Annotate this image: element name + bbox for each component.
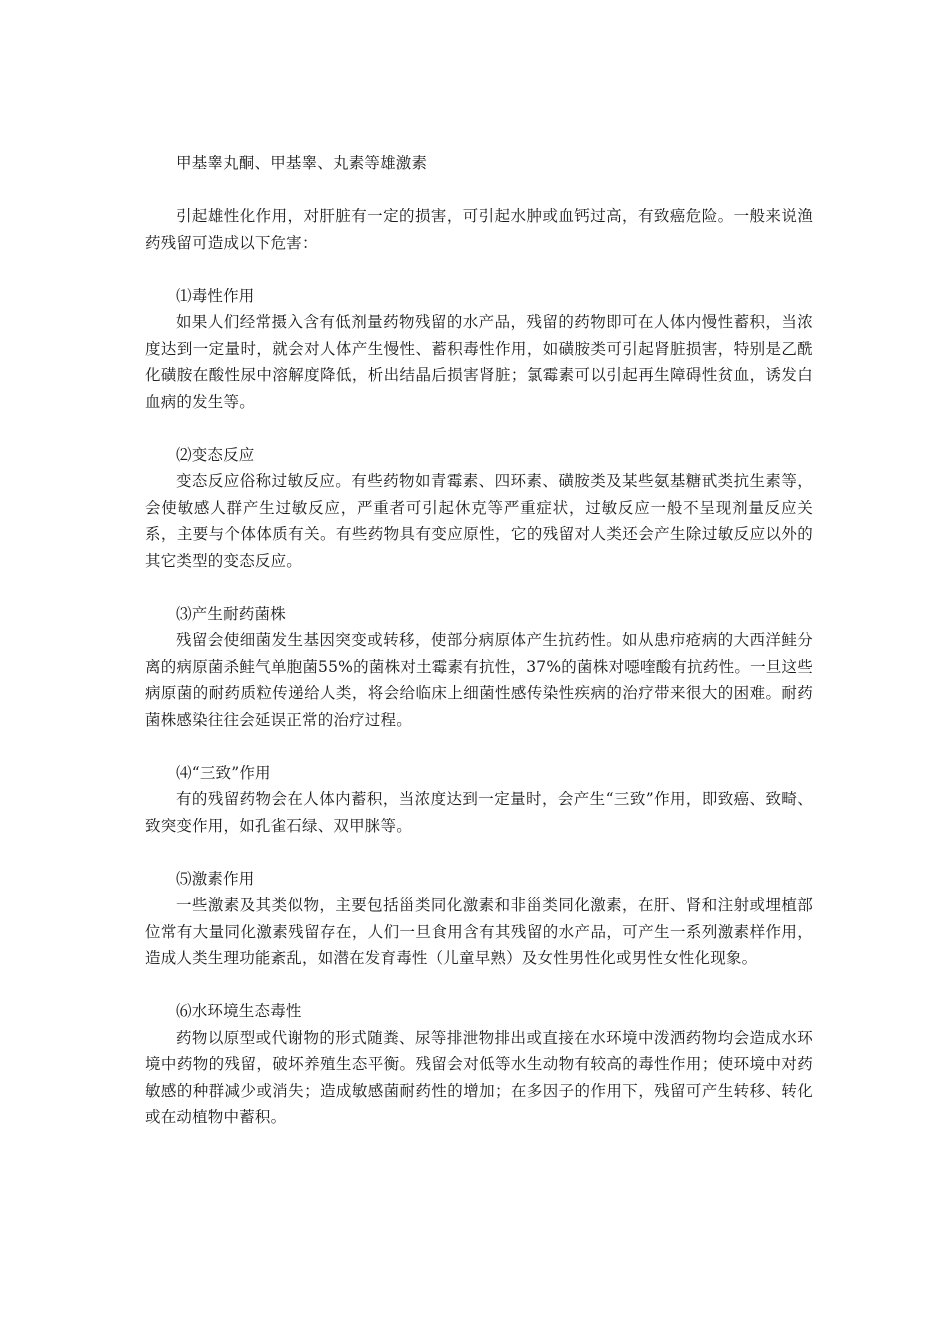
section-toxicity <box>145 283 813 416</box>
spacer <box>145 177 813 204</box>
section-three-effects <box>145 760 813 840</box>
section-title: ⑶产生耐药菌株 <box>176 604 286 623</box>
section-hormone <box>145 866 813 972</box>
spacer <box>145 574 813 601</box>
spacer <box>145 256 813 283</box>
section-body: 药物以原型或代谢物的形式随粪、尿等排泄物排出或直接在水环境中泼洒药物均会造成水环境中药物的残留，破坏养殖生态平衡。残留会对低等水生动物有较高的毒性作用；使环境中对药敏感的种群减少或消失；造成敏感菌耐药性的增加；在多因子的作用下，残留可产生转移、转化或在动植物中蓄积。 <box>145 1028 813 1126</box>
section-resistance <box>145 601 813 734</box>
section-title: ⑸激素作用 <box>176 869 255 888</box>
spacer <box>145 972 813 999</box>
document-page <box>145 150 813 1131</box>
section-title: ⑷“三致”作用 <box>176 763 271 782</box>
section-body: 变态反应俗称过敏反应。有些药物如青霉素、四环素、磺胺类及某些氨基糖甙类抗生素等，会使敏感人群产生过敏反应，严重者可引起休克等严重症状，过敏反应一般不呈现剂量反应关系，主要与个体体质有关。有些药物具有变应原性，它的残留对人类还会产生除过敏反应以外的其它类型的变态反应。 <box>145 472 813 570</box>
section-body: 有的残留药物会在人体内蓄积，当浓度达到一定量时，会产生“三致”作用，即致癌、致畸、致突变作用，如孔雀石绿、双甲脒等。 <box>145 790 813 835</box>
spacer <box>145 839 813 866</box>
section-body: 一些激素及其类似物，主要包括甾类同化激素和非甾类同化激素，在肝、肾和注射或埋植部位常有大量同化激素残留存在，人们一旦食用含有其残留的水产品，可产生一系列激素样作用，造成人类生理功能紊乱，如潜在发育毒性（儿童早熟）及女性男性化或男性女性化现象。 <box>145 896 813 967</box>
section-ecotoxicity <box>145 998 813 1131</box>
spacer <box>145 733 813 760</box>
section-title: ⑹水环境生态毒性 <box>176 1002 302 1020</box>
section-allergy <box>145 442 813 575</box>
spacer <box>145 415 813 442</box>
section-title: ⑴毒性作用 <box>176 286 255 305</box>
section-body: 如果人们经常摄入含有低剂量药物残留的水产品，残留的药物即可在人体内慢性蓄积，当浓度达到一定量时，就会对人体产生慢性、蓄积毒性作用，如磺胺类可引起肾脏损害，特别是乙酰化磺胺在酸性尿中溶解度降低，析出结晶后损害肾脏；氯霉素可以引起再生障碍性贫血，诱发白血病的发生等。 <box>145 313 813 411</box>
section-body: 残留会使细菌发生基因突变或转移，使部分病原体产生抗药性。如从患疖疮病的大西洋鲑分离的病原菌杀鲑气单胞菌55%的菌株对土霉素有抗性，37%的菌株对噁喹酸有抗药性。一旦这些病原菌的耐药质粒传递给人类，将会给临床上细菌性感传染性疾病的治疗带来很大的困难。耐药菌株感染往往会延误正常的治疗过程。 <box>145 631 813 729</box>
section-title: ⑵变态反应 <box>176 445 255 464</box>
intro-heading: 甲基睾丸酮、甲基睾、丸素等雄激素 <box>176 154 428 172</box>
intro-paragraph: 引起雄性化作用，对肝脏有一定的损害，可引起水肿或血钙过高，有致癌危险。一般来说渔药残留可造成以下危害： <box>145 207 813 252</box>
